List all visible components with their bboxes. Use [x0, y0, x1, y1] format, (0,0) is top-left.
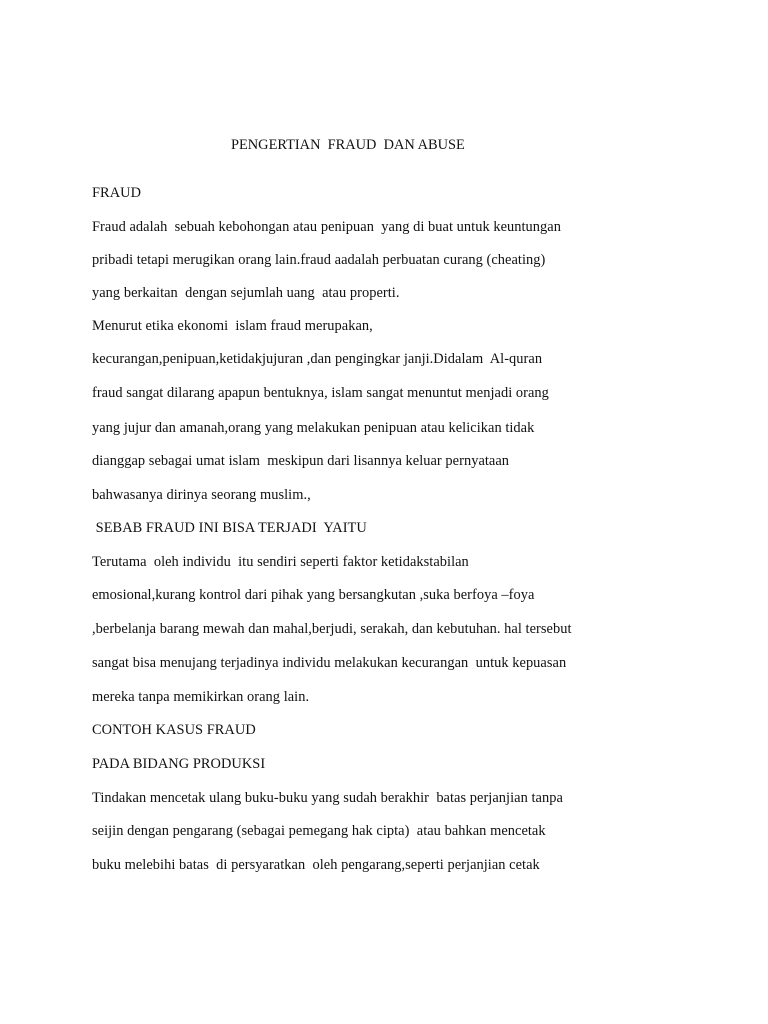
- paragraph-line: yang jujur dan amanah,orang yang melakukan penipuan atau kelicikan tidak: [92, 420, 535, 436]
- paragraph-line: ,berbelanja barang mewah dan mahal,berjudi, serakah, dan kebutuhan. hal tersebut: [92, 621, 572, 637]
- paragraph-line: pribadi tetapi merugikan orang lain.fraud aadalah perbuatan curang (cheating): [92, 252, 546, 268]
- paragraph-line: kecurangan,penipuan,ketidakjujuran ,dan pengingkar janji.Didalam Al-quran: [92, 351, 543, 367]
- paragraph-line: bahwasanya dirinya seorang muslim.,: [92, 487, 311, 503]
- heading-fraud: FRAUD: [92, 185, 142, 201]
- heading-contoh-kasus: CONTOH KASUS FRAUD: [92, 722, 256, 738]
- paragraph-line: Terutama oleh individu itu sendiri seperti faktor ketidakstabilan: [92, 554, 469, 570]
- paragraph-line: seijin dengan pengarang (sebagai pemegang hak cipta) atau bahkan mencetak: [92, 823, 546, 839]
- paragraph-line: fraud sangat dilarang apapun bentuknya, islam sangat menuntut menjadi orang: [92, 385, 549, 401]
- paragraph-line: Tindakan mencetak ulang buku-buku yang sudah berakhir batas perjanjian tanpa: [92, 790, 563, 806]
- paragraph-line: Menurut etika ekonomi islam fraud merupakan,: [92, 318, 373, 334]
- paragraph-line: sangat bisa menujang terjadinya individu melakukan kecurangan untuk kepuasan: [92, 655, 567, 671]
- paragraph-line: mereka tanpa memikirkan orang lain.: [92, 689, 310, 705]
- paragraph-line: emosional,kurang kontrol dari pihak yang bersangkutan ,suka berfoya –foya: [92, 587, 535, 603]
- paragraph-line: Fraud adalah sebuah kebohongan atau penipuan yang di buat untuk keuntungan: [92, 219, 561, 235]
- heading-bidang-produksi: PADA BIDANG PRODUKSI: [92, 756, 266, 772]
- paragraph-line: dianggap sebagai umat islam meskipun dari lisannya keluar pernyataan: [92, 453, 510, 469]
- heading-sebab-fraud: SEBAB FRAUD INI BISA TERJADI YAITU: [92, 520, 367, 536]
- paragraph-line: buku melebihi batas di persyaratkan oleh pengarang,seperti perjanjian cetak: [92, 857, 540, 873]
- document-title: PENGERTIAN FRAUD DAN ABUSE: [231, 137, 465, 153]
- paragraph-line: yang berkaitan dengan sejumlah uang atau properti.: [92, 285, 400, 301]
